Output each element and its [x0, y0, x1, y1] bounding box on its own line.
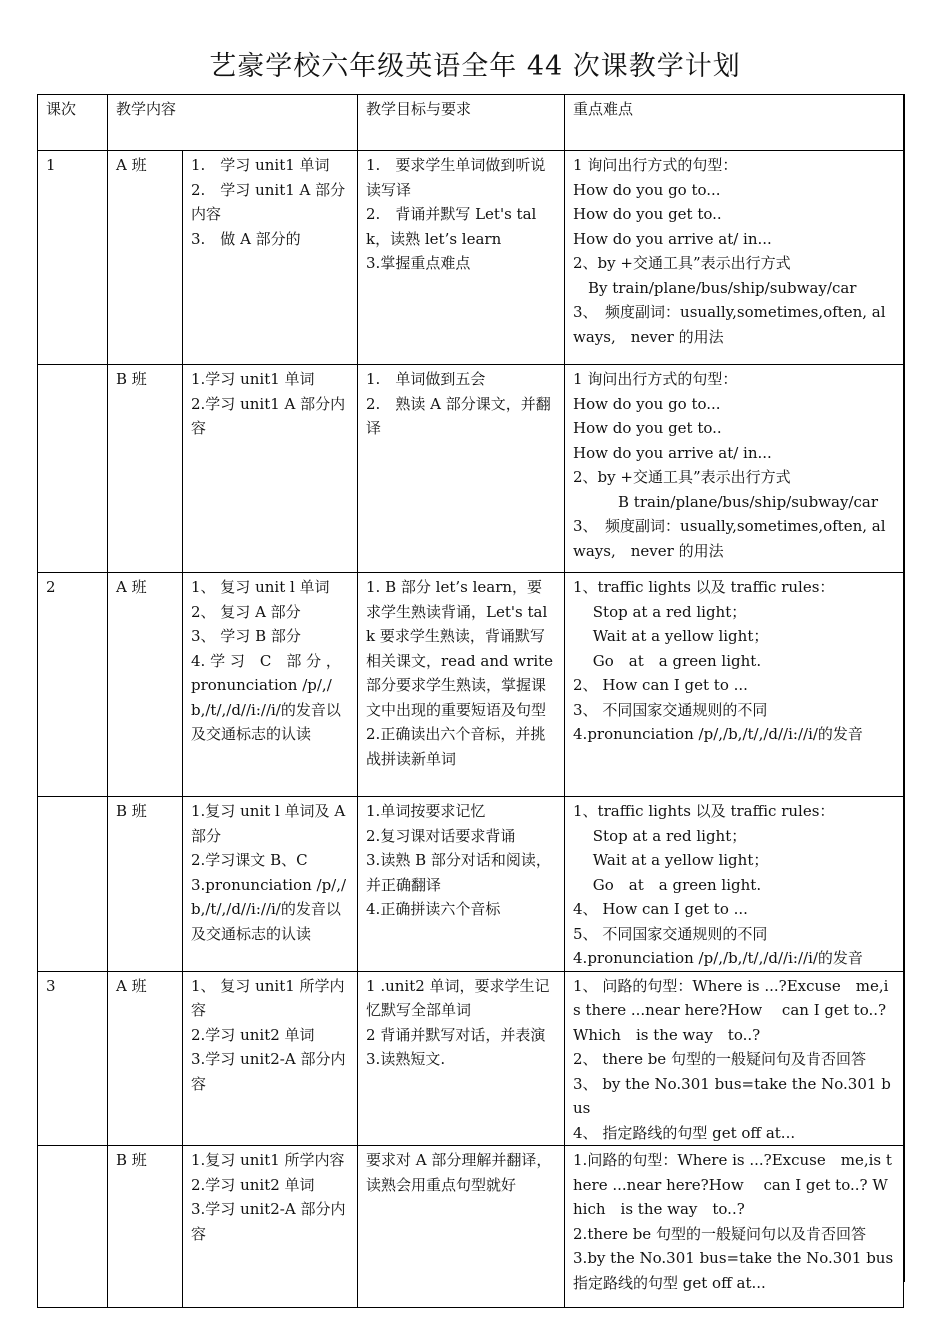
key-line: Wait at a yellow light；	[573, 627, 769, 645]
table-header-row	[38, 95, 904, 151]
key-line: How do you get to..	[573, 419, 722, 437]
key-line: 4、 指定路线的句型 get off at...	[573, 1123, 796, 1142]
key-line: B train/plane/bus/ship/subway/car	[573, 492, 879, 511]
goal-line: 2. 背诵并默写 Let's talk，读熟 let’s learn	[366, 205, 537, 248]
key-line: 4.pronunciation /p/,/b,/t/,/d//i://i/的发音	[573, 949, 863, 967]
key-line: How do you go to...	[573, 180, 721, 199]
content-line: 1.复习 unit l 单词及 A 部分	[191, 802, 350, 845]
key-line: 3、 by the No.301 bus=take the No.301 bus	[573, 1074, 891, 1117]
content-line: 2.学习 unit2 单词	[191, 1175, 315, 1194]
goal-line: 3.掌握重点难点	[366, 254, 471, 272]
content-line: 1.学习 unit1 单词	[191, 370, 315, 388]
key-points-cell	[565, 151, 904, 365]
class-label: A 班	[108, 151, 183, 365]
key-line: 2、 How can I get to ...	[573, 676, 748, 694]
table-row	[38, 1146, 904, 1308]
class-label: B 班	[108, 1146, 183, 1308]
header-lesson: 课次	[38, 95, 108, 151]
key-line: 3、 不同国家交通规则的不同	[573, 700, 768, 719]
content-line: 4. 学 习 C 部 分 ， pronunciation /p/,/b,/t/,/d//i://i/的发音以及交通标志的认读	[191, 651, 346, 743]
header-goals: 教学目标与要求	[358, 95, 565, 151]
content-line: 2. 学习 unit1 A 部分内容	[191, 180, 346, 223]
content-line: 2.学习 unit2 单词	[191, 1025, 315, 1044]
key-line: 1.问路的句型：Where is ...?Excuse me,is there ...near here?How can I get to..? Which is the way to..?	[573, 1151, 892, 1218]
key-line: 3、 频度副词：usually,sometimes,often, always, never 的用法	[573, 303, 886, 346]
key-line: By train/plane/bus/ship/subway/car	[573, 278, 857, 297]
content-line: 3、 学习 B 部分	[191, 627, 301, 645]
goals-cell	[358, 1146, 565, 1308]
key-line: Stop at a red light；	[573, 826, 747, 845]
content-cell	[183, 365, 358, 573]
content-line: 2、 复习 A 部分	[191, 602, 301, 621]
goal-line: 3.读熟短文.	[366, 1050, 446, 1068]
table-row	[38, 797, 904, 972]
content-cell	[183, 971, 358, 1146]
class-label: A 班	[108, 573, 183, 797]
key-points-cell	[565, 1146, 904, 1308]
key-line: 1、traffic lights 以及 traffic rules：	[573, 802, 835, 820]
key-line: 2.there be 句型的一般疑问句以及肯否回答	[573, 1224, 866, 1243]
content-line: 2.学习课文 B、C	[191, 851, 308, 869]
class-label: B 班	[108, 365, 183, 573]
goal-line: 2.正确读出六个音标，并挑战拼读新单词	[366, 725, 546, 768]
goal-line: 4.正确拼读六个音标	[366, 900, 501, 918]
goal-line: 1. B 部分 let’s learn，要求学生熟读背诵，Let's talk 要求学生熟读，背诵默写相关课文，read and write 部分要求学生熟读，掌握课文中出现的重要短语及句型	[366, 578, 558, 719]
page-title: 艺豪学校六年级英语全年 44 次课教学计划	[209, 51, 741, 82]
key-line: Stop at a red light；	[573, 602, 747, 621]
goals-cell	[358, 365, 565, 573]
goal-line: 2 背诵并默写对话，并表演	[366, 1025, 546, 1044]
key-line: 3、 频度副词：usually,sometimes,often, always, never 的用法	[573, 517, 886, 560]
content-cell	[183, 1146, 358, 1308]
content-cell	[183, 797, 358, 972]
key-line: How do you go to...	[573, 394, 721, 413]
goal-line: 1.单词按要求记忆	[366, 802, 486, 820]
table-row	[38, 151, 904, 365]
key-line: 3.by the No.301 bus=take the No.301 bus	[573, 1249, 894, 1267]
content-line: 1、 复习 unit l 单词	[191, 578, 330, 596]
key-line: 1、traffic lights 以及 traffic rules：	[573, 578, 835, 596]
goals-cell	[358, 151, 565, 365]
content-cell	[183, 573, 358, 797]
class-label: A 班	[108, 971, 183, 1146]
key-line: 2、by +交通工具”表示出行方式	[573, 468, 791, 486]
content-line: 2.学习 unit1 A 部分内容	[191, 394, 346, 437]
key-line: Go at a green light.	[573, 875, 762, 894]
key-line: Go at a green light.	[573, 651, 762, 670]
table-row	[38, 365, 904, 573]
goal-line: 1. 要求学生单词做到听说读写译	[366, 156, 546, 199]
key-points-cell	[565, 971, 904, 1146]
goal-line: 要求对 A 部分理解并翻译，读熟会用重点句型就好	[366, 1151, 552, 1194]
goal-line: 1. 单词做到五会	[366, 370, 486, 388]
lesson-number	[38, 365, 108, 573]
lesson-number: 3	[38, 971, 108, 1146]
key-line: How do you arrive at/ in...	[573, 229, 772, 248]
header-key-points: 重点难点	[565, 95, 904, 151]
key-line: 1 询问出行方式的句型：	[573, 156, 738, 174]
lesson-number	[38, 797, 108, 972]
key-line: 5、 不同国家交通规则的不同	[573, 924, 768, 943]
goal-line: 1 .unit2 单词，要求学生记忆默写全部单词	[366, 976, 550, 1019]
content-line: 3. 做 A 部分的	[191, 229, 301, 248]
goal-line: 2. 熟读 A 部分课文，并翻译	[366, 394, 551, 437]
key-line: 指定路线的句型 get off at...	[573, 1273, 766, 1292]
table-row	[38, 573, 904, 797]
lesson-number: 1	[38, 151, 108, 365]
key-line: Wait at a yellow light；	[573, 851, 769, 869]
key-line: 2、by +交通工具”表示出行方式	[573, 254, 791, 272]
lesson-number: 2	[38, 573, 108, 797]
content-cell	[183, 151, 358, 365]
goal-line: 3.读熟 B 部分对话和阅读，并正确翻译	[366, 851, 551, 894]
lesson-number	[38, 1146, 108, 1308]
header-content: 教学内容	[108, 95, 358, 151]
goals-cell	[358, 573, 565, 797]
content-line: 3.pronunciation /p/,/b,/t/,/d//i://i/的发音以及交通标志的认读	[191, 875, 347, 943]
table-row	[38, 971, 904, 1146]
content-line: 1.复习 unit1 所学内容	[191, 1151, 345, 1169]
key-line: 1、 问路的句型：Where is ...?Excuse me,is there ...near here?How can I get to..? Which is the way to..?	[573, 976, 891, 1044]
goals-cell	[358, 971, 565, 1146]
content-line: 3.学习 unit2-A 部分内容	[191, 1050, 346, 1093]
table-right-border	[903, 94, 905, 1282]
key-points-cell	[565, 365, 904, 573]
key-line: 4、 How can I get to ...	[573, 900, 748, 918]
key-points-cell	[565, 797, 904, 972]
key-points-cell	[565, 573, 904, 797]
key-line: How do you get to..	[573, 205, 722, 223]
goal-line: 2.复习课对话要求背诵	[366, 826, 516, 845]
key-line: 2、 there be 句型的一般疑问句及肯否回答	[573, 1050, 866, 1068]
content-line: 1、 复习 unit1 所学内容	[191, 976, 345, 1019]
content-line: 1. 学习 unit1 单词	[191, 156, 330, 174]
key-line: How do you arrive at/ in...	[573, 443, 772, 462]
content-line: 3.学习 unit2-A 部分内容	[191, 1200, 346, 1243]
key-line: 4.pronunciation /p/,/b,/t/,/d//i://i/的发音	[573, 725, 863, 743]
class-label: B 班	[108, 797, 183, 972]
teaching-plan-table	[37, 94, 904, 1308]
goals-cell	[358, 797, 565, 972]
key-line: 1 询问出行方式的句型：	[573, 370, 738, 388]
